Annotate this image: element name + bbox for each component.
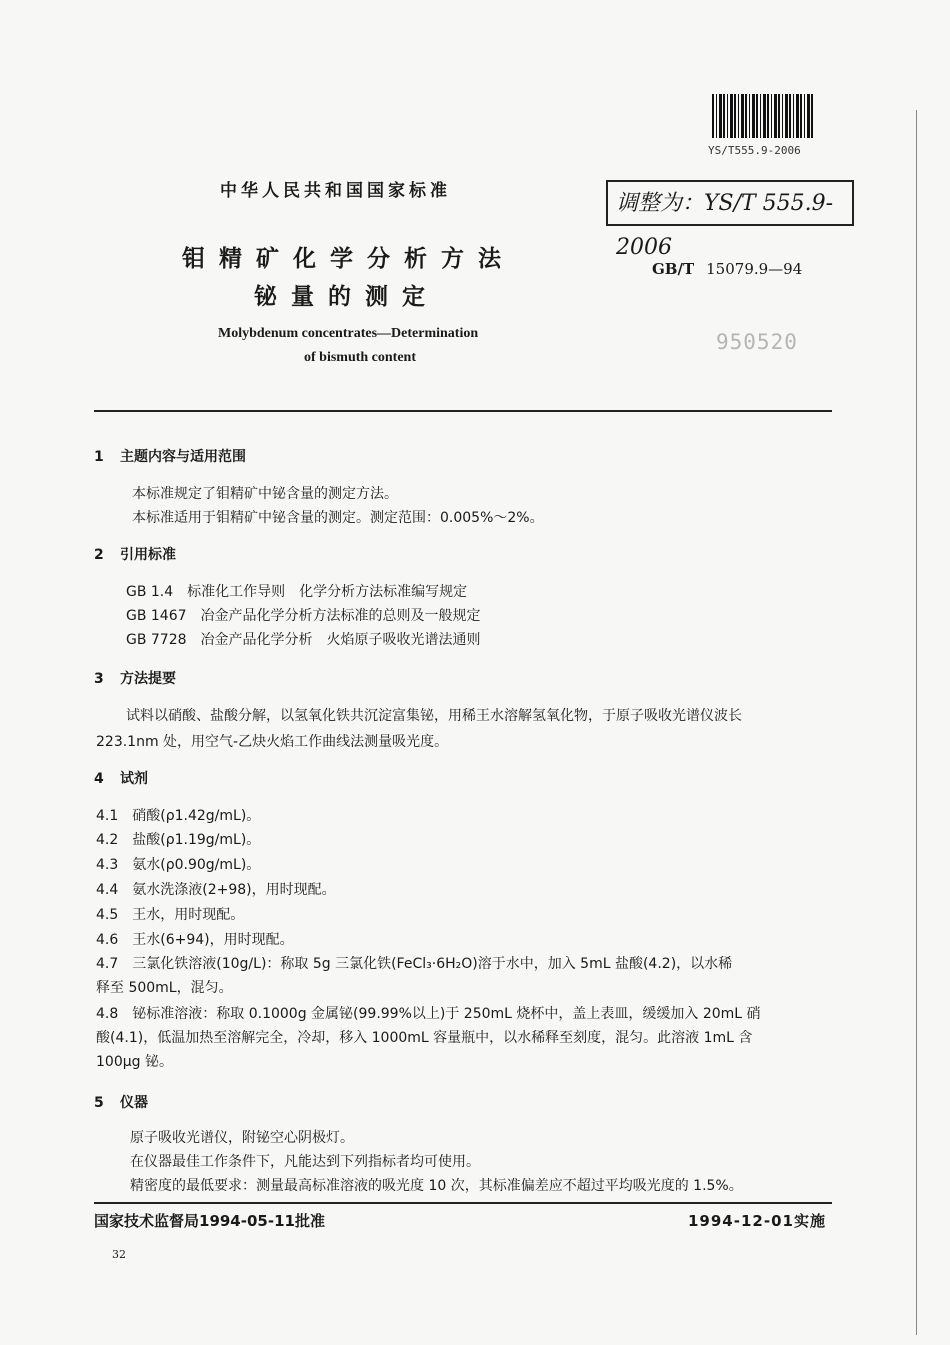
- reagent-item: 4.4 氨水洗涤液(2+98)，用时现配。: [96, 882, 336, 898]
- barcode: [712, 94, 814, 138]
- section-2-heading: [94, 544, 176, 564]
- barcode-number: YS/T555.9-2006: [708, 144, 801, 157]
- reagent-item: 4.3 氨水(ρ0.90g/mL)。: [96, 857, 261, 873]
- english-title-line2: of bismuth content: [304, 350, 417, 365]
- paragraph: 原子吸收光谱仪，附铋空心阴极灯。: [130, 1130, 354, 1146]
- section-1-heading: [94, 446, 246, 466]
- standard-code: [652, 260, 802, 278]
- section-4-heading: [94, 768, 148, 788]
- gb-prefix: GB/T: [652, 260, 695, 278]
- reference-item: GB 1467 冶金产品化学分析方法标准的总则及一般规定: [126, 608, 481, 624]
- document-title-line1: 钼精矿化学分析方法: [182, 246, 515, 272]
- stamp-number: 950520: [716, 330, 798, 354]
- reference-item: GB 7728 冶金产品化学分析 火焰原子吸收光谱法通则: [126, 632, 481, 648]
- reference-item: GB 1.4 标准化工作导则 化学分析方法标准编写规定: [126, 584, 468, 600]
- english-title-line1: Molybdenum concentrates—Determination: [218, 326, 479, 341]
- reagent-item-continued: 100μg 铋。: [96, 1054, 173, 1070]
- reagent-item-continued: 释至 500mL，混匀。: [96, 980, 233, 996]
- section-number: 2: [94, 547, 104, 563]
- national-standard-heading: 中华人民共和国国家标准: [220, 181, 451, 201]
- section-title: 方法提要: [120, 671, 176, 687]
- section-number: 4: [94, 771, 104, 787]
- section-title: 仪器: [120, 1095, 148, 1111]
- reagent-item: 4.8 铋标准溶液：称取 0.1000g 金属铋(99.99%以上)于 250mL 烧杯中，盖上表皿，缓缓加入 20mL 硝: [96, 1006, 761, 1022]
- reagent-item: 4.7 三氯化铁溶液(10g/L)：称取 5g 三氯化铁(FeCl₃·6H₂O)溶于水中，加入 5mL 盐酸(4.2)，以水稀: [96, 956, 733, 972]
- section-title: 引用标准: [120, 547, 176, 563]
- paragraph: 试料以硝酸、盐酸分解，以氢氧化铁共沉淀富集铋，用稀王水溶解氢氧化物，于原子吸收光谱仪波长: [126, 708, 742, 724]
- paragraph: 精密度的最低要求：测量最高标准溶液的吸光度 10 次，其标准偏差应不超过平均吸光度的 1.5%。: [130, 1178, 743, 1194]
- reagent-item-continued: 酸(4.1)，低温加热至溶解完全，冷却，移入 1000mL 容量瓶中，以水稀释至刻度，混匀。此溶液 1mL 含: [96, 1030, 753, 1046]
- reagent-item: 4.2 盐酸(ρ1.19g/mL)。: [96, 832, 261, 848]
- header-divider: [94, 410, 832, 412]
- paragraph: 本标准适用于钼精矿中铋含量的测定。测定范围：0.005%～2%。: [132, 510, 544, 526]
- implementation-date: 1994-12-01实施: [688, 1212, 826, 1230]
- reagent-item: 4.6 王水(6+94)，用时现配。: [96, 932, 294, 948]
- paragraph: 本标准规定了钼精矿中铋含量的测定方法。: [132, 486, 398, 502]
- section-number: 1: [94, 449, 104, 465]
- section-number: 5: [94, 1095, 104, 1111]
- approval-info: 国家技术监督局1994-05-11批准: [94, 1212, 325, 1230]
- reagent-item: 4.5 王水，用时现配。: [96, 907, 245, 923]
- page-number: 32: [112, 1248, 126, 1261]
- paragraph: 223.1nm 处，用空气-乙炔火焰工作曲线法测量吸光度。: [96, 734, 449, 750]
- paragraph: 在仪器最佳工作条件下，凡能达到下列指标者均可使用。: [130, 1154, 480, 1170]
- footer-divider: [94, 1202, 832, 1204]
- section-number: 3: [94, 671, 104, 687]
- section-3-heading: [94, 668, 176, 688]
- gb-number: 15079.9—94: [706, 260, 803, 278]
- section-title: 主题内容与适用范围: [120, 449, 246, 465]
- adjust-note-box: 调整为：YS/T 555.9-2006: [606, 180, 854, 226]
- scan-edge-line: [916, 110, 917, 1335]
- document-title-line2: 铋量的测定: [254, 284, 439, 310]
- section-title: 试剂: [120, 771, 148, 787]
- section-5-heading: [94, 1092, 148, 1112]
- reagent-item: 4.1 硝酸(ρ1.42g/mL)。: [96, 808, 261, 824]
